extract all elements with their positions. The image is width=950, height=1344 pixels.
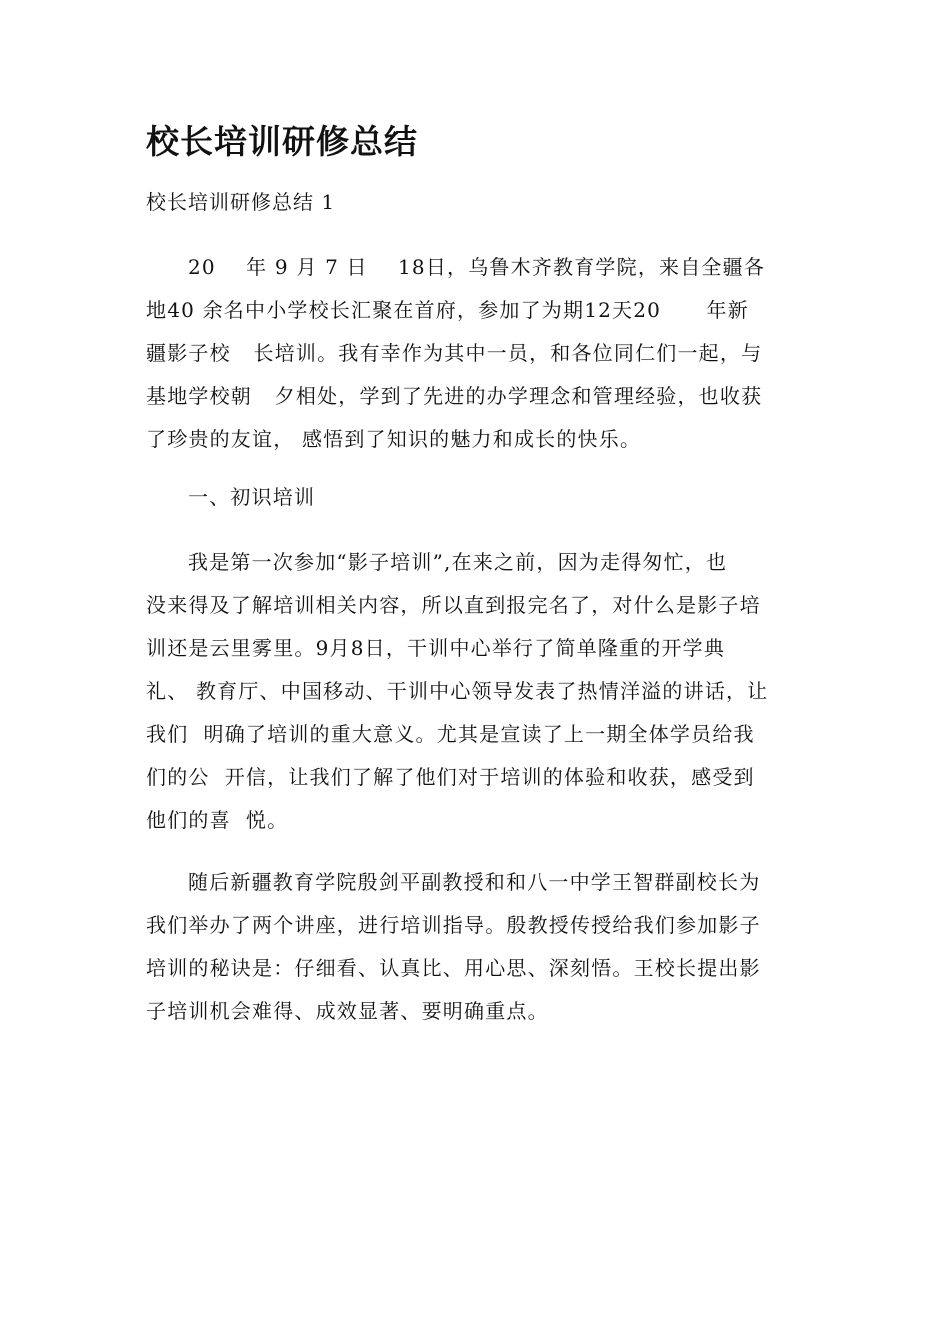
section-heading — [146, 476, 811, 519]
paragraph-line: 随后新疆教育学院殷剑平副教授和和八一中学王智群副校长为 — [188, 870, 761, 894]
paragraph-line: 了珍贵的友谊， 感悟到了知识的魅力和成长的快乐。 — [146, 427, 642, 451]
document-title: 校长培训研修总结 — [146, 122, 418, 161]
paragraph-3 — [146, 861, 811, 1033]
paragraph-line: 他们的喜 悦。 — [146, 808, 289, 832]
paragraph-line: 没来得及了解培训相关内容，所以直到报完名了，对什么是影子培 — [146, 593, 761, 617]
paragraph-line: 我是第一次参加“影子培训”,在来之前，因为走得匆忙，也 — [188, 550, 728, 574]
paragraph-line: 20 年 9 月 7 日 18日，乌鲁木齐教育学院，来自全疆各 — [188, 255, 766, 279]
document-subtitle: 校长培训研修总结 1 — [146, 190, 336, 214]
paragraph-line: 们的公 开信，让我们了解了他们对于培训的体验和收获，感受到 — [146, 765, 755, 789]
paragraph-line: 基地学校朝 夕相处，学到了先进的办学理念和管理经验，也收获 — [146, 384, 763, 408]
paragraph-2 — [146, 541, 811, 842]
paragraph-line: 我们举办了两个讲座，进行培训指导。殷教授传授给我们参加影子 — [146, 913, 761, 937]
paragraph-line: 训还是云里雾里。9月8日，干训中心举行了简单隆重的开学典 — [146, 636, 726, 660]
paragraph-line: 我们 明确了培训的重大意义。尤其是宣读了上一期全体学员给我 — [146, 722, 755, 746]
paragraph-line: 培训的秘诀是：仔细看、认真比、用心思、深刻悟。王校长提出影 — [146, 956, 761, 980]
paragraph-line: 礼、 教育厅、中国移动、干训中心领导发表了热情洋溢的讲话，让 — [146, 679, 769, 703]
paragraph-line: 子培训机会难得、成效显著、要明确重点。 — [146, 999, 549, 1023]
paragraph-1 — [146, 246, 811, 461]
paragraph-line: 地40 余名中小学校长汇聚在首府，参加了为期12天20 年新 — [146, 298, 749, 322]
section-heading-text: 一、初识培训 — [188, 485, 316, 509]
paragraph-line: 疆影子校 长培训。我有幸作为其中一员，和各位同仁们一起，与 — [146, 341, 763, 365]
